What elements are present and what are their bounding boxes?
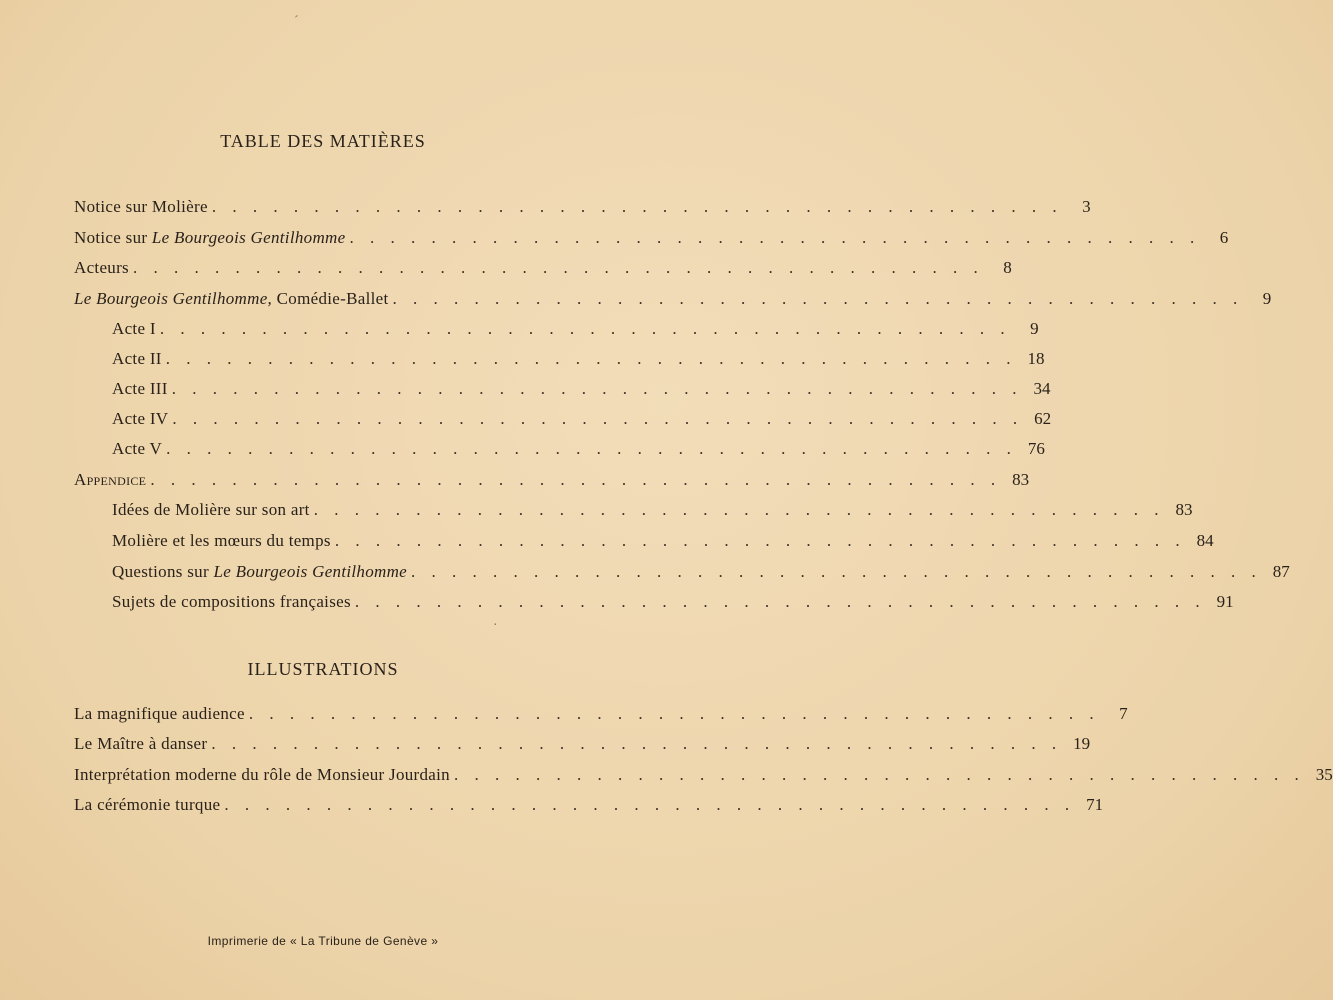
- toc-entry: [112, 529, 1214, 553]
- leader-dots: . . . . . . . . . . . . . . . . . . . . . . . . . . . . . . . . . . . . . . . . . .: [224, 795, 1076, 814]
- toc-entry: [74, 468, 1030, 492]
- toc-entry: [112, 407, 1052, 431]
- leader-dots: . . . . . . . . . . . . . . . . . . . . . . . . . . . . . . . . . . . . . . . . . .: [354, 592, 1206, 611]
- toc-entry: [74, 287, 1272, 311]
- toc-entry: [74, 226, 1229, 250]
- illustration-entry: [74, 732, 1091, 756]
- illustration-entry-page: 35: [1315, 765, 1333, 784]
- toc-entry: [112, 498, 1193, 522]
- toc-entry-page: 3: [1082, 197, 1091, 216]
- toc-entry-label: Molière et les mœurs du temps: [112, 531, 331, 550]
- toc-entry-page: 91: [1216, 592, 1234, 611]
- illustration-entry: [74, 793, 1104, 817]
- toc-entry: [112, 437, 1045, 461]
- toc-entry-page: 9: [1262, 289, 1272, 308]
- toc-entry: [74, 195, 1091, 219]
- toc-entry-page: 8: [1003, 258, 1012, 277]
- toc-entry-label: Notice sur Molière: [74, 197, 208, 216]
- toc-entry-label: Le Bourgeois Gentilhomme, Comédie-Ballet: [74, 289, 389, 308]
- illustration-entry: [74, 702, 1128, 726]
- leader-dots: . . . . . . . . . . . . . . . . . . . . . . . . . . . . . . . . . . . . . . . . . .: [132, 258, 984, 277]
- leader-dots: . . . . . . . . . . . . . . . . . . . . . . . . . . . . . . . . . . . . . . . . . .: [334, 531, 1186, 550]
- leader-dots: . . . . . . . . . . . . . . . . . . . . . . . . . . . . . . . . . . . . . . . . . .: [165, 349, 1017, 368]
- toc-entry-page: 9: [1030, 319, 1039, 338]
- toc-entry-label: Acte V: [112, 439, 163, 458]
- leader-dots: . . . . . . . . . . . . . . . . . . . . . . . . . . . . . . . . . . . . . . . . . .: [171, 379, 1023, 398]
- toc-entry-label: Notice sur Le Bourgeois Gentilhomme: [74, 228, 346, 247]
- leader-dots: . . . . . . . . . . . . . . . . . . . . . . . . . . . . . . . . . . . . . . . . . .: [211, 734, 1063, 753]
- toc-entry-label: Acte II: [112, 349, 162, 368]
- toc-entry-label: Acteurs: [74, 258, 129, 277]
- toc-entry-label: Acte I: [112, 319, 156, 338]
- illustration-entry-label: Interprétation moderne du rôle de Monsieur Jourdain: [74, 765, 450, 784]
- toc-entry-page: 6: [1219, 228, 1229, 247]
- leader-dots: . . . . . . . . . . . . . . . . . . . . . . . . . . . . . . . . . . . . . . . . . .: [392, 289, 1244, 308]
- illustration-entry: [74, 763, 1333, 787]
- toc-entry-page: 76: [1027, 439, 1045, 458]
- leader-dots: . . . . . . . . . . . . . . . . . . . . . . . . . . . . . . . . . . . . . . . . . .: [150, 470, 1002, 489]
- toc-entry-label: Sujets de compositions françaises: [112, 592, 351, 611]
- toc-entry-page: 83: [1012, 470, 1030, 489]
- leader-dots: . . . . . . . . . . . . . . . . . . . . . . . . . . . . . . . . . . . . . . . . . .: [453, 765, 1305, 784]
- toc-entry-page: 18: [1027, 349, 1045, 368]
- toc-entry-page: 83: [1175, 500, 1193, 519]
- toc-entry: [112, 317, 1039, 341]
- toc-entry: [74, 256, 1012, 280]
- toc-entry-label: Appendice: [74, 470, 147, 489]
- illustrations-title: ILLUSTRATIONS: [247, 659, 399, 679]
- toc-entry: [112, 590, 1234, 614]
- toc-entry-page: 62: [1034, 409, 1052, 428]
- toc-entry: [112, 347, 1045, 371]
- illustration-entry-label: Le Maître à danser: [74, 734, 208, 753]
- leader-dots: . . . . . . . . . . . . . . . . . . . . . . . . . . . . . . . . . . . . . . . . . .: [166, 439, 1017, 458]
- leader-dots: . . . . . . . . . . . . . . . . . . . . . . . . . . . . . . . . . . . . . . . . . .: [211, 197, 1063, 216]
- leader-dots: . . . . . . . . . . . . . . . . . . . . . . . . . . . . . . . . . . . . . . . . . .: [159, 319, 1011, 338]
- toc-title: TABLE DES MATIÈRES: [220, 131, 426, 151]
- toc-entry-page: 34: [1033, 379, 1051, 398]
- toc-entry: [112, 377, 1051, 401]
- illustration-entry-label: La magnifique audience: [74, 704, 245, 723]
- leader-dots: . . . . . . . . . . . . . . . . . . . . . . . . . . . . . . . . . . . . . . . . . .: [313, 500, 1165, 519]
- printer-imprint: Imprimerie de « La Tribune de Genève »: [207, 934, 439, 948]
- illustration-entry-page: 7: [1119, 704, 1128, 723]
- paper-speck: ·: [493, 618, 498, 633]
- toc-entry-page: 87: [1272, 562, 1290, 581]
- toc-entry-page: 84: [1196, 531, 1214, 550]
- toc-entry-label: Idées de Molière sur son art: [112, 500, 310, 519]
- leader-dots: . . . . . . . . . . . . . . . . . . . . . . . . . . . . . . . . . . . . . . . . . .: [172, 409, 1024, 428]
- illustration-entry-page: 71: [1086, 795, 1104, 814]
- illustration-entry-page: 19: [1073, 734, 1091, 753]
- toc-entry-label: Acte IV: [112, 409, 169, 428]
- leader-dots: . . . . . . . . . . . . . . . . . . . . . . . . . . . . . . . . . . . . . . . . . .: [248, 704, 1100, 723]
- leader-dots: . . . . . . . . . . . . . . . . . . . . . . . . . . . . . . . . . . . . . . . . . .: [411, 562, 1262, 581]
- toc-entry-label: Questions sur Le Bourgeois Gentilhomme: [112, 562, 408, 581]
- toc-entry: [112, 560, 1290, 584]
- paper-speck: ˊ: [294, 14, 299, 29]
- toc-entry-label: Acte III: [112, 379, 168, 398]
- leader-dots: . . . . . . . . . . . . . . . . . . . . . . . . . . . . . . . . . . . . . . . . . .: [349, 228, 1201, 247]
- illustration-entry-label: La cérémonie turque: [74, 795, 221, 814]
